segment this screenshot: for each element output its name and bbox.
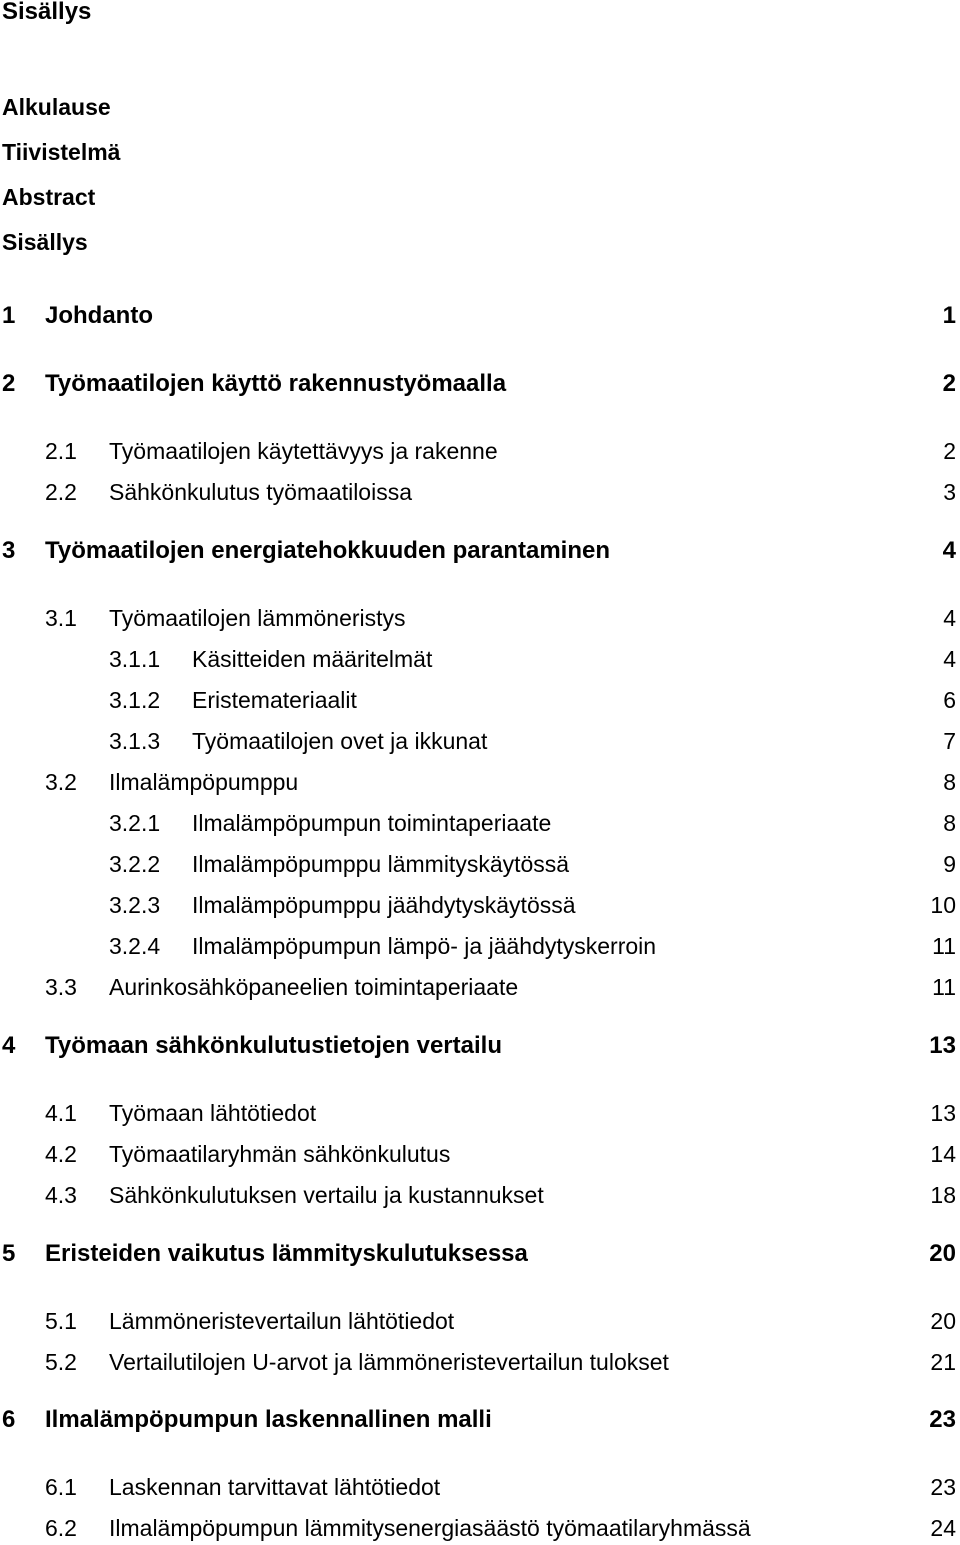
toc-page: 20: [929, 1240, 956, 1267]
toc-page: 13: [929, 1032, 956, 1059]
toc-number: 3.2.3: [109, 892, 161, 918]
toc-subsection-entry[interactable]: [0, 892, 960, 922]
toc-page: 7: [943, 728, 956, 754]
toc-number: 3.1.1: [109, 646, 161, 672]
toc-label: Työmaatilaryhmän sähkönkulutus: [109, 1141, 451, 1167]
toc-page: 11: [932, 933, 956, 959]
toc-section-entry[interactable]: [0, 1308, 960, 1338]
toc-page: 18: [930, 1182, 956, 1208]
toc-chapter-entry[interactable]: [0, 1240, 960, 1270]
front-matter-item[interactable]: Alkulause: [2, 94, 111, 120]
toc-page: 23: [930, 1474, 956, 1500]
toc-subsection-entry[interactable]: [0, 646, 960, 676]
toc-page: 10: [930, 892, 956, 918]
toc-label: Käsitteiden määritelmät: [192, 646, 433, 672]
front-matter-item[interactable]: Abstract: [2, 184, 96, 210]
toc-number: 4: [2, 1032, 16, 1059]
toc-label: Ilmalämpöpumpun lämmitysenergiasäästö työmaatilaryhmässä: [109, 1515, 751, 1541]
toc-page: 20: [930, 1308, 956, 1334]
toc-number: 4.3: [45, 1182, 77, 1208]
toc-label: Aurinkosähköpaneelien toimintaperiaate: [109, 974, 519, 1000]
toc-label: Ilmalämpöpumpun toimintaperiaate: [192, 810, 552, 836]
front-matter-item[interactable]: Sisällys: [2, 229, 88, 255]
toc-label: Työmaan lähtötiedot: [109, 1100, 317, 1126]
toc-page: 1: [942, 302, 956, 329]
toc-chapter-entry[interactable]: [0, 302, 960, 332]
toc-number: 3.2.1: [109, 810, 161, 836]
toc-label: Johdanto: [45, 302, 153, 329]
toc-page: 8: [943, 810, 956, 836]
toc-section-entry[interactable]: [0, 1141, 960, 1171]
toc-section-entry[interactable]: [0, 438, 960, 468]
toc-chapter-entry[interactable]: [0, 1032, 960, 1062]
toc-page: 13: [930, 1100, 956, 1126]
toc-number: 6: [2, 1406, 16, 1433]
toc-label: Laskennan tarvittavat lähtötiedot: [109, 1474, 441, 1500]
toc-chapter-entry[interactable]: [0, 537, 960, 567]
toc-page: 2: [942, 370, 956, 397]
toc-page: 2: [943, 438, 956, 464]
toc-section-entry[interactable]: [0, 1349, 960, 1379]
toc-label: Ilmalämpöpumpun lämpö- ja jäähdytyskerroin: [192, 933, 657, 959]
toc-label: Työmaan sähkönkulutustietojen vertailu: [45, 1032, 502, 1059]
toc-section-entry[interactable]: [0, 1474, 960, 1504]
toc-number: 3.1: [45, 605, 77, 631]
toc-subsection-entry[interactable]: [0, 728, 960, 758]
toc-chapter-entry[interactable]: [0, 1406, 960, 1436]
toc-page: 11: [932, 974, 956, 1000]
toc-page: 3: [943, 479, 956, 505]
toc-section-entry[interactable]: [0, 479, 960, 509]
toc-number: 4.1: [45, 1100, 77, 1126]
toc-label: Ilmalämpöpumpun laskennallinen malli: [45, 1406, 492, 1433]
toc-page: 14: [930, 1141, 956, 1167]
page-title: Sisällys: [2, 0, 92, 25]
toc-label: Sähkönkulutus työmaatiloissa: [109, 479, 412, 505]
toc-number: 2.1: [45, 438, 77, 464]
toc-label: Ilmalämpöpumppu: [109, 769, 299, 795]
toc-number: 6.2: [45, 1515, 77, 1541]
toc-label: Työmaatilojen energiatehokkuuden parantaminen: [45, 537, 611, 564]
toc-number: 5: [2, 1240, 16, 1267]
toc-number: 1: [2, 302, 16, 329]
toc-number: 3.2.2: [109, 851, 161, 877]
toc-number: 6.1: [45, 1474, 77, 1500]
toc-section-entry[interactable]: [0, 605, 960, 635]
toc-page: 23: [929, 1406, 956, 1433]
toc-label: Työmaatilojen ovet ja ikkunat: [192, 728, 488, 754]
toc-page: 8: [943, 769, 956, 795]
toc-label: Ilmalämpöpumppu jäähdytyskäytössä: [192, 892, 576, 918]
toc-number: 2: [2, 370, 16, 397]
toc-page: 24: [930, 1515, 956, 1541]
toc-number: 5.1: [45, 1308, 77, 1334]
toc-number: 3: [2, 537, 16, 564]
toc-section-entry[interactable]: [0, 1100, 960, 1130]
toc-number: 3.1.2: [109, 687, 161, 713]
toc-section-entry[interactable]: [0, 1182, 960, 1212]
toc-chapter-entry[interactable]: [0, 370, 960, 400]
toc-subsection-entry[interactable]: [0, 851, 960, 881]
toc-subsection-entry[interactable]: [0, 810, 960, 840]
toc-page: 6: [943, 687, 956, 713]
toc-section-entry[interactable]: [0, 769, 960, 799]
toc-number: 3.3: [45, 974, 77, 1000]
toc-label: Työmaatilojen käytettävyys ja rakenne: [109, 438, 498, 464]
toc-subsection-entry[interactable]: [0, 687, 960, 717]
toc-number: 3.2.4: [109, 933, 161, 959]
toc-page: 4: [942, 537, 956, 564]
toc-label: Lämmöneristevertailun lähtötiedot: [109, 1308, 455, 1334]
toc-page: 9: [943, 851, 956, 877]
toc-section-entry[interactable]: [0, 974, 960, 1004]
toc-label: Sähkönkulutuksen vertailu ja kustannukset: [109, 1182, 544, 1208]
toc-page: 4: [943, 646, 956, 672]
toc-label: Ilmalämpöpumppu lämmityskäytössä: [192, 851, 570, 877]
toc-label: Vertailutilojen U-arvot ja lämmöneristevertailun tulokset: [109, 1349, 669, 1375]
toc-number: 3.2: [45, 769, 77, 795]
toc-number: 2.2: [45, 479, 77, 505]
toc-number: 4.2: [45, 1141, 77, 1167]
toc-page: 4: [943, 605, 956, 631]
toc-label: Työmaatilojen käyttö rakennustyömaalla: [45, 370, 507, 397]
front-matter-item[interactable]: Tiivistelmä: [2, 139, 121, 165]
toc-label: Työmaatilojen lämmöneristys: [109, 605, 406, 631]
toc-label: Eristeiden vaikutus lämmityskulutuksessa: [45, 1240, 528, 1267]
toc-number: 3.1.3: [109, 728, 161, 754]
toc-subsection-entry[interactable]: [0, 933, 960, 963]
toc-label: Eristemateriaalit: [192, 687, 357, 713]
toc-page: 21: [930, 1349, 956, 1375]
toc-number: 5.2: [45, 1349, 77, 1375]
toc-section-entry[interactable]: [0, 1515, 960, 1545]
